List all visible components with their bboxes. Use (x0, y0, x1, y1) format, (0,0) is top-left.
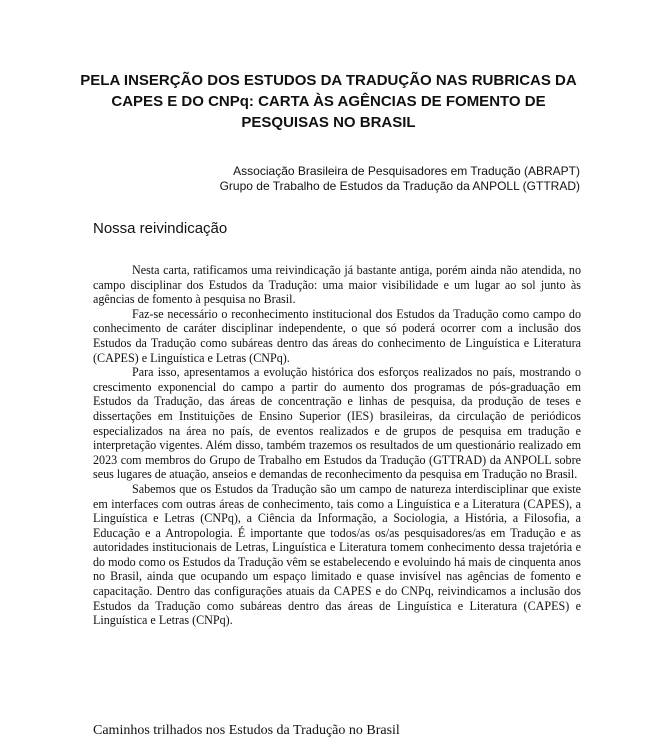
paragraph: Sabemos que os Estudos da Tradução são um campo de natureza interdisciplinar que existe em interfaces com outras áreas de conhecimento, tais como a Linguística e a Literatura (CAPES), a Linguística e Letras (CNPq), a Ciência da Informação, a Sociologia, a História, a Filosofia, a Educação e a Antropologia. É importante que todos/as os/as pesquisadores/as em Tradução e as autoridades institucionais de Letras, Linguística e Literatura tomem conhecimento dessa trajetória e do modo como os Estudos da Tradução vêm se estabelecendo e evoluindo há mais de cinquenta anos no Brasil, ainda que ocupando um espaço limitado e quase invisível nas agências de fomento e capacitação. Dentro das configurações atuais da CAPES e do CNPq, reivindicamos a inclusão dos Estudos da Tradução como subáreas dentro das áreas de Linguística e Literatura (CAPES) e Linguística e Letras (CNPq). (93, 481, 581, 628)
document-title: PELA INSERÇÃO DOS ESTUDOS DA TRADUÇÃO NAS RUBRICAS DA CAPES E DO CNPq: CARTA ÀS AGÊNCIAS DE FOMENTO DE PESQUISAS NO BRASIL (80, 72, 577, 131)
paragraph: Para isso, apresentamos a evolução histórica dos esforços realizados no país, mostrando o crescimento exponencial do campo a partir do aumento dos programas de pós-graduação em Estudos da Tradução, das áreas de concentração e linhas de pesquisa, da produção de teses e dissertações em Instituições de Ensino Superior (IES) brasileiras, da circulação de periódicos especializados na área no país, de eventos realizados e de grupos de pesquisa em tradução e interpretação vigentes. Além disso, também trazemos os resultados de um questionário realizado em 2023 com membros do Grupo de Trabalho em Estudos da Tradução (GTTRAD) da ANPOLL sobre seus lugares de atuação, anseios e demandas de reconhecimento da pesquisa em Tradução no Brasil. (93, 365, 581, 482)
paragraph: Nesta carta, ratificamos uma reivindicação já bastante antiga, porém ainda não atendida, no campo disciplinar dos Estudos da Tradução: uma maior visibilidade e um lugar ao sol junto às agências de fomento à pesquisa no Brasil. (93, 263, 581, 307)
section-subheading: Caminhos trilhados nos Estudos da Tradução no Brasil (93, 723, 400, 738)
author-affiliations (220, 164, 580, 194)
author-line-gttrad: Grupo de Trabalho de Estudos da Tradução da ANPOLL (GTTRAD) (219, 179, 580, 193)
author-line-abrapt: Associação Brasileira de Pesquisadores em Tradução (ABRAPT) (233, 164, 580, 178)
body-text (93, 263, 581, 628)
section-heading: Nossa reivindicação (93, 220, 228, 237)
paragraph: Faz-se necessário o reconhecimento institucional dos Estudos da Tradução como campo do conhecimento de caráter disciplinar independente, o que só poderá ocorrer com a inclusão dos Estudos da Tradução como subáreas dentro das áreas do conhecimento de Linguística e Literatura (CAPES) e Linguística e Letras (CNPq). (93, 306, 581, 365)
